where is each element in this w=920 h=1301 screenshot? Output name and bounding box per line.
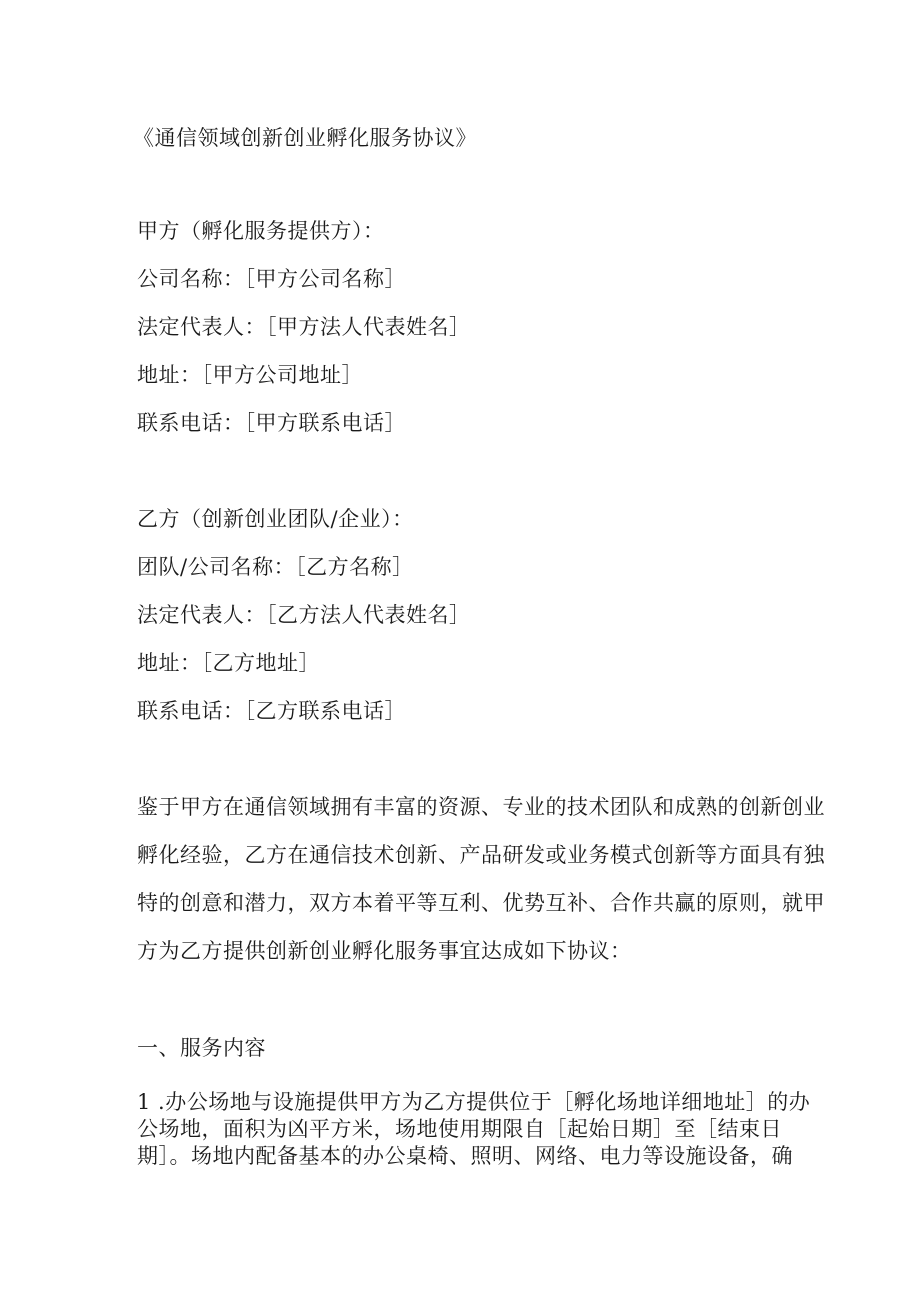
party-a-legal-rep: 法定代表人：［甲方法人代表姓名］ (137, 315, 471, 339)
item-1-line: 期］。场地内配备基本的办公桌椅、照明、网络、电力等设施设备，确 (137, 1144, 793, 1168)
document-title: 《通信领域创新创业孵化服务协议》 (133, 126, 477, 150)
item-1-paragraph (137, 1090, 811, 1171)
party-b-phone: 联系电话：［乙方联系电话］ (137, 699, 406, 723)
item-1-line: 1 .办公场地与设施提供甲方为乙方提供位于［孵化场地详细地址］的办 (137, 1090, 811, 1114)
section-1-heading: 一、服务内容 (137, 1036, 266, 1060)
intro-line: 特的创意和潜力，双方本着平等互利、优势互补、合作共赢的原则，就甲 (137, 891, 825, 915)
intro-line: 鉴于甲方在通信领域拥有丰富的资源、专业的技术团队和成熟的创新创业 (137, 795, 825, 819)
item-1-line: 公场地，面积为凶平方米，场地使用期限自［起始日期］至［结束日 (137, 1117, 782, 1141)
party-b-address: 地址：［乙方地址］ (137, 651, 320, 675)
party-a-address: 地址：［甲方公司地址］ (137, 363, 363, 387)
party-b-heading: 乙方（创新创业团队/企业）： (137, 507, 414, 531)
party-a-heading: 甲方（孵化服务提供方）： (137, 219, 385, 243)
party-a-phone: 联系电话：［甲方联系电话］ (137, 411, 406, 435)
party-b-company: 团队/公司名称：［乙方名称］ (137, 555, 414, 579)
intro-line: 方为乙方提供创新创业孵化服务事宜达成如下协议： (137, 939, 632, 963)
party-b-legal-rep: 法定代表人：［乙方法人代表姓名］ (137, 603, 471, 627)
intro-line: 孵化经验，乙方在通信技术创新、产品研发或业务模式创新等方面具有独 (137, 843, 825, 867)
party-a-company: 公司名称：［甲方公司名称］ (137, 267, 406, 291)
intro-paragraph (137, 795, 825, 987)
